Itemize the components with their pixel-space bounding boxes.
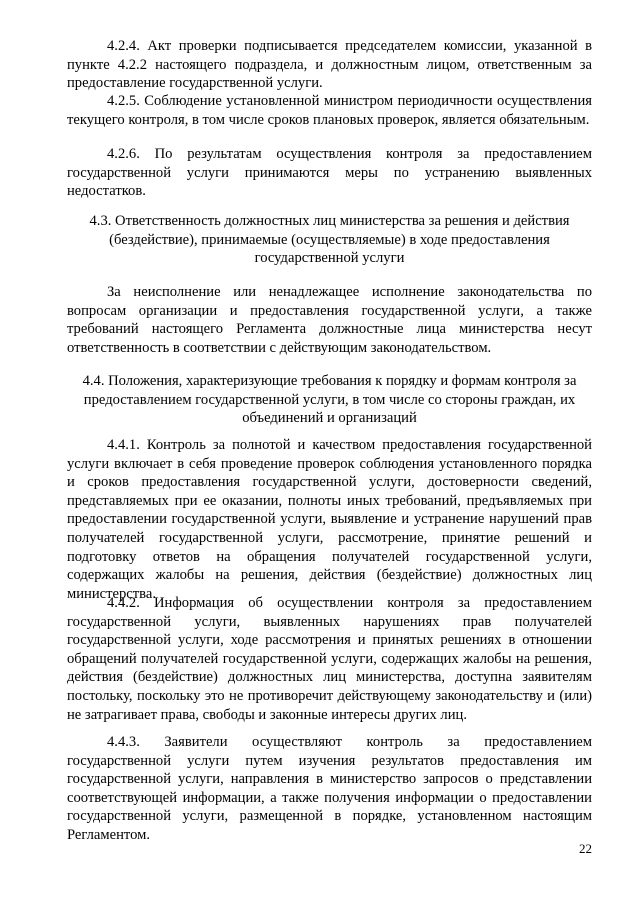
- paragraph-4-2-6: 4.2.6. По результатам осуществления контроля за предоставлением государственной услуги принимаются меры по устранению выявленных недостатков.: [67, 146, 592, 200]
- paragraph-4-2-5: 4.2.5. Соблюдение установленной министром периодичности осуществления текущего контроля, в том числе сроков плановых проверок, является обязательным.: [67, 93, 592, 128]
- section-4-3-body: За неисполнение или ненадлежащее исполнение законодательства по вопросам организации и предоставления государственной услуги, а также требований настоящего Регламента должностные лица министерства несут ответственность в соответствии с действующим законодательством.: [67, 284, 592, 356]
- page-number: 22: [579, 841, 592, 856]
- paragraph-4-4-3: 4.4.3. Заявители осуществляют контроль за предоставлением государственной услуги путем изучения результатов предоставления им государственной услуги, направления в министерство запросов о представлении соответствующей информации, а также получения информации о предоставлении государственной услуги, размещенной в порядке, установленном настоящим Регламентом.: [67, 734, 592, 843]
- paragraph-4-4-1: 4.4.1. Контроль за полнотой и качеством предоставления государственной услуги включает в себя проведение проверок соблюдения установленного порядка и сроков предоставления государственной услуги, достоверности сведений, представляемых при ее оказании, полноты иных требований, предъявляемых при предоставлении государственной услуги, выявление и устранение нарушений прав получателей государственной услуги, рассмотрение, принятие решений и подготовку ответов на обращения получателей государственной услуги, содержащих жалобы на решения, действия (бездействие) должностных лиц министерства.: [67, 437, 592, 602]
- section-4-4-heading: 4.4. Положения, характеризующие требования к порядку и формам контроля за предоставлением государственной услуги, в том числе со стороны граждан, их объединений и организаций: [82, 373, 577, 427]
- paragraph-4-2-4: 4.2.4. Акт проверки подписывается председателем комиссии, указанной в пункте 4.2.2 настоящего подраздела, и должностным лицом, ответственным за предоставление государственной услуги.: [67, 38, 592, 92]
- paragraph-4-4-2: 4.4.2. Информация об осуществлении контроля за предоставлением государственной услуги, выявленных нарушениях прав получателей государственной услуги, ходе рассмотрения и принятых решениях в отношении обращений получателей государственной услуги, содержащих жалобы на решения, действия (бездействие) должностных лиц министерства, доступна заявителям постольку, поскольку это не противоречит действующему законодательству и (или) не затрагивает права, свободы и законные интересы других лиц.: [67, 595, 592, 723]
- section-4-3-heading: 4.3. Ответственность должностных лиц министерства за решения и действия (бездействие), принимаемые (осуществляемые) в ходе предоставления государственной услуги: [89, 213, 570, 267]
